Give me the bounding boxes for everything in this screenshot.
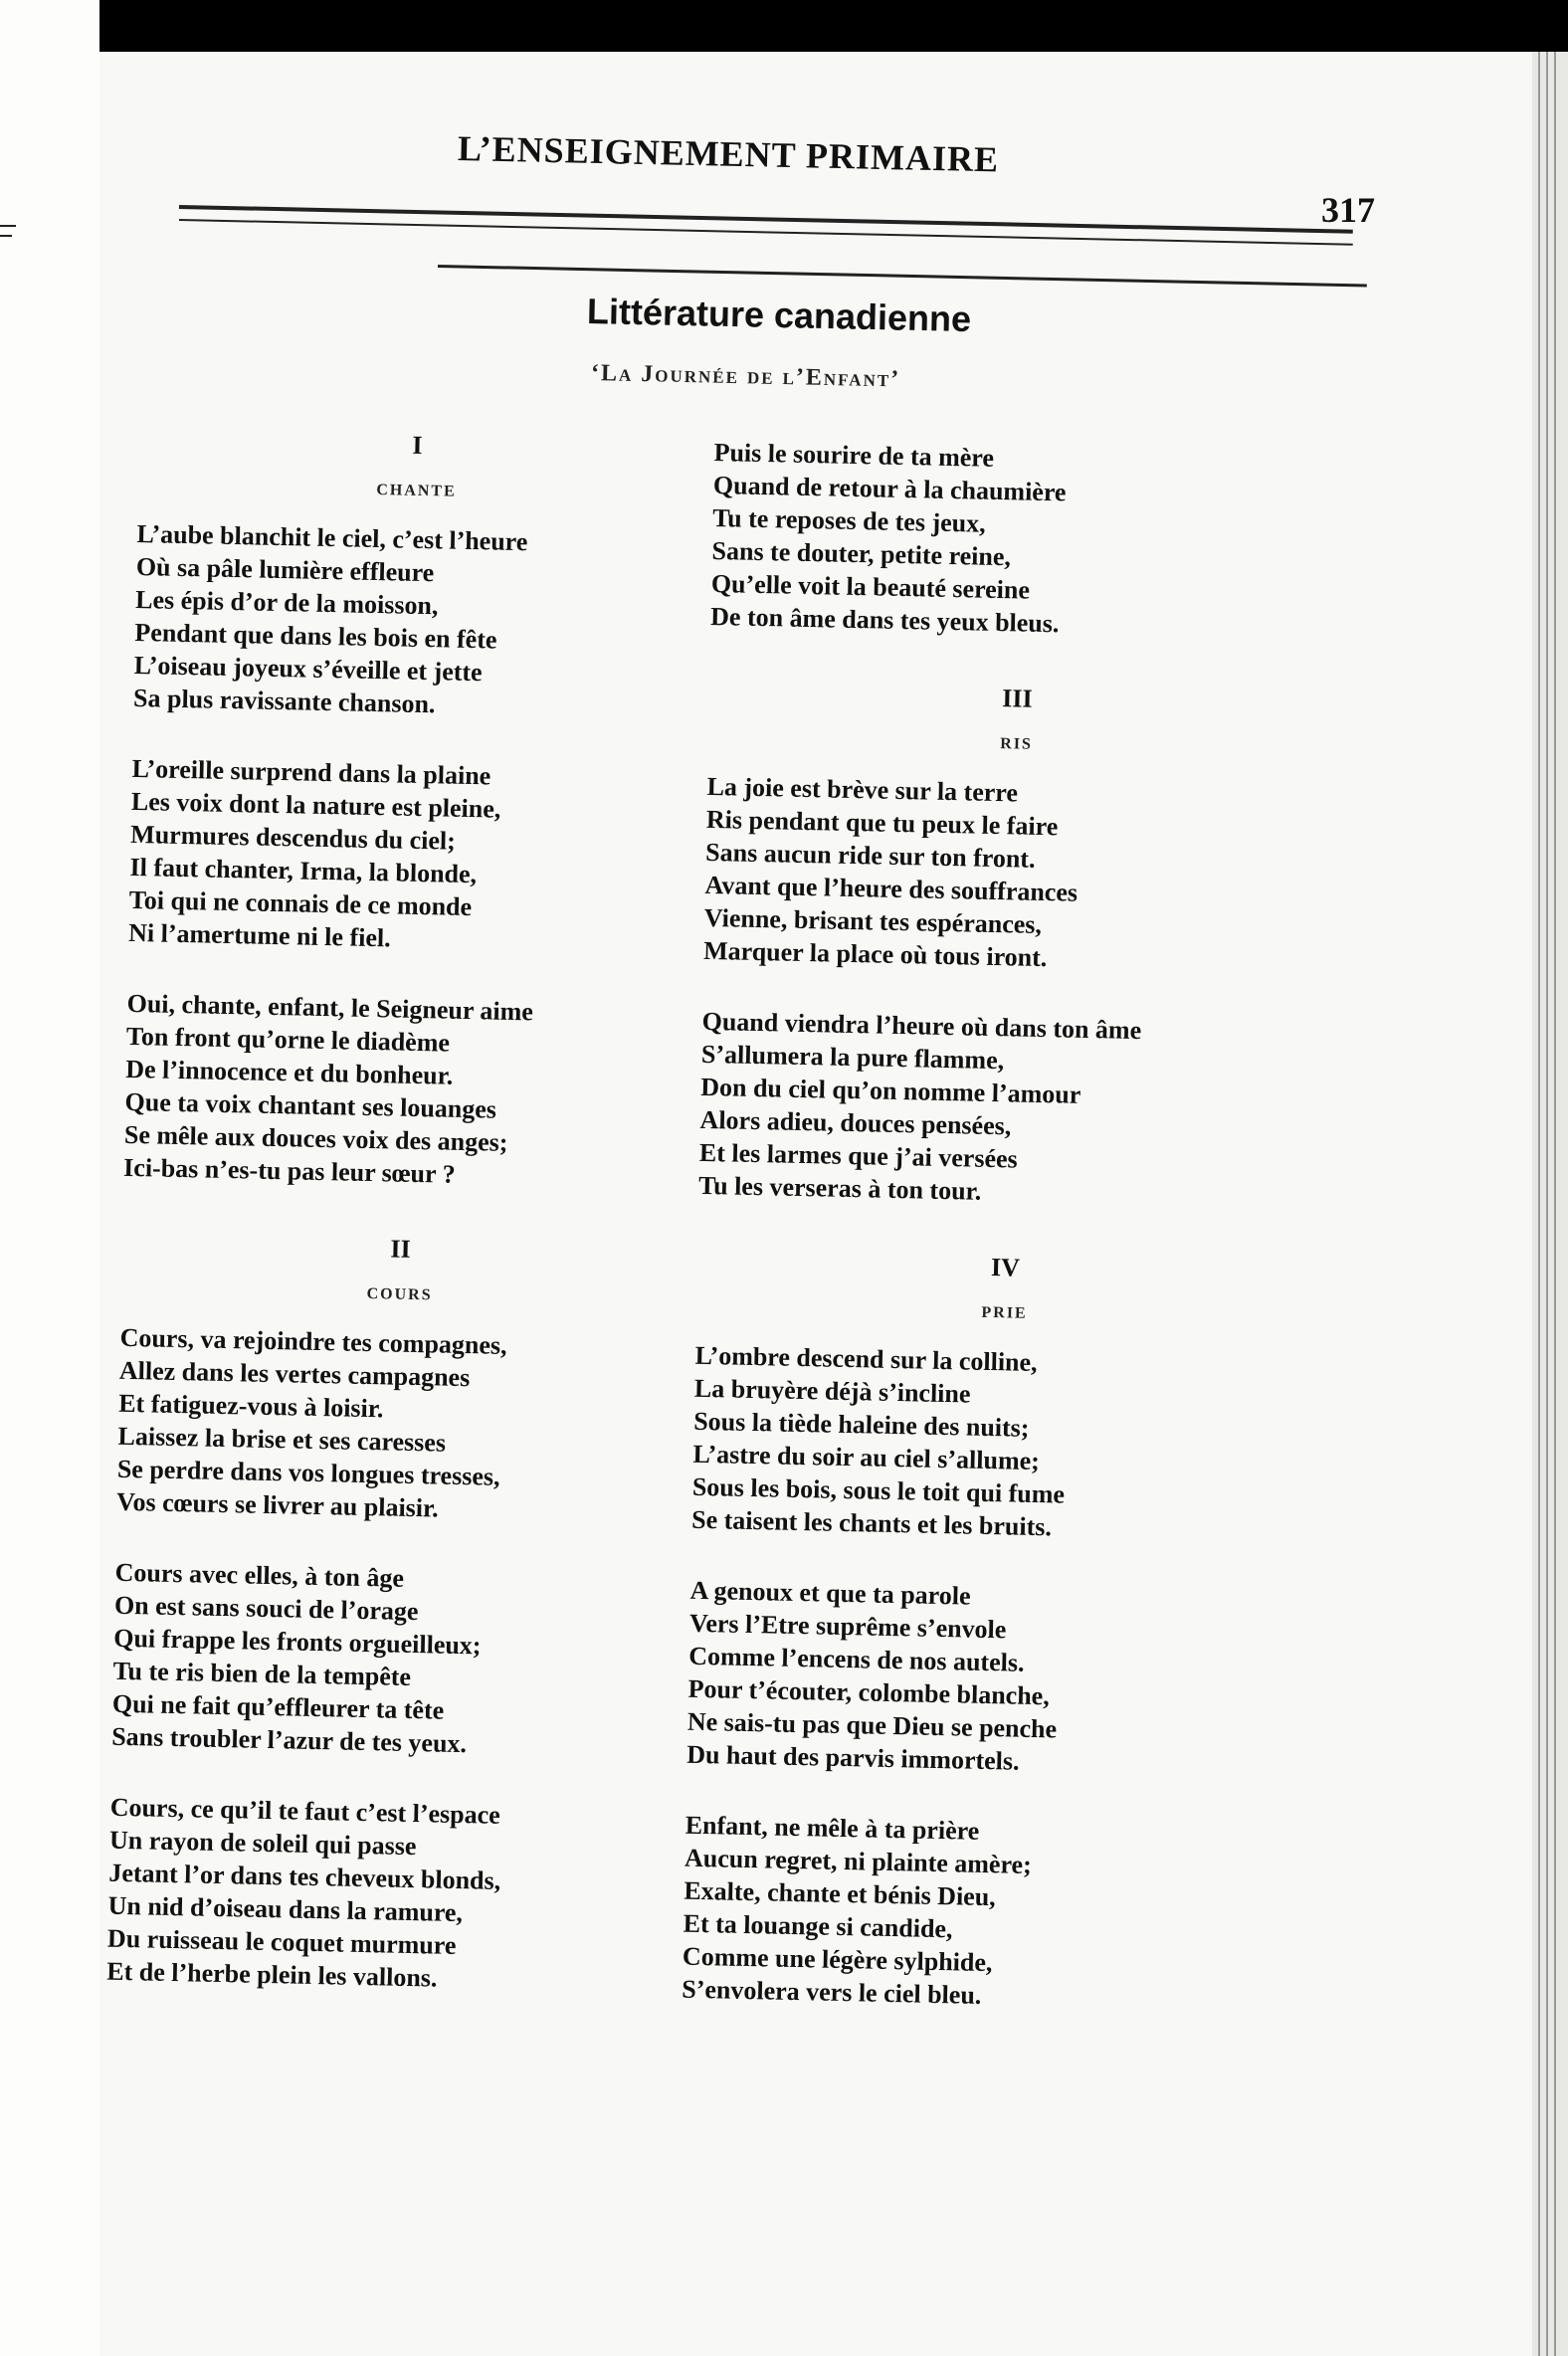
verse-line: De ton âme dans tes yeux bleus. <box>709 601 1060 639</box>
part-title: COURS <box>366 1284 433 1304</box>
verse-line: Sans te douter, petite reine, <box>711 535 1012 572</box>
part-title: CHANTE <box>376 482 457 500</box>
stanza <box>111 1556 673 1765</box>
verse-line: Du ruisseau le coquet murmure <box>106 1923 457 1961</box>
stanza <box>123 987 685 1196</box>
verse-line: Et de l’herbe plein les vallons. <box>105 1956 438 1993</box>
verse-line: Vos cœurs se livrer au plaisir. <box>115 1486 440 1523</box>
stanza <box>686 1574 1307 1784</box>
verse-line: Sans troubler l’azur de tes yeux. <box>110 1721 468 1759</box>
stanza <box>710 436 1331 646</box>
verse-line: Tu te ris bien de la tempête <box>112 1656 412 1691</box>
verse-line: Se perdre dans vos longues tresses, <box>116 1454 500 1491</box>
verse-line: Sans aucun ride sur ton front. <box>704 837 1036 874</box>
verse-line: Cours avec elles, à ton âge <box>114 1557 405 1593</box>
stanza <box>128 752 689 961</box>
verse-line: L’astre du soir au ciel s’allume; <box>692 1439 1041 1476</box>
poem-part-continued <box>710 436 1331 646</box>
verse-line: Cours, ce qu’il te faut c’est l’espace <box>109 1792 501 1830</box>
verse-line: Allez dans les vertes campagnes <box>118 1355 471 1393</box>
verse-line: Un rayon de soleil qui passe <box>108 1825 417 1862</box>
part-numeral: IV <box>990 1253 1021 1282</box>
poem-column-right <box>681 436 1331 2057</box>
verse-line: Ne sais-tu pas que Dieu se penche <box>686 1706 1058 1744</box>
verse-line: Qui ne fait qu’effleurer ta tête <box>111 1688 445 1725</box>
stanza <box>133 517 694 726</box>
poem-part <box>106 1222 680 2000</box>
verse-line: S’envolera vers le ciel bleu. <box>681 1974 982 2010</box>
verse-line: Qui frappe les fronts orgueilleux; <box>113 1623 482 1661</box>
verse-line: Aucun regret, ni plainte amère; <box>684 1843 1033 1879</box>
verse-line: Alors adieu, douces pensées, <box>699 1104 1012 1141</box>
verse-line: Pendant que dans les bois en fête <box>134 617 497 655</box>
verse-line: La joie est brève sur la terre <box>706 771 1019 808</box>
verse-line: Comme l’encens de nos autels. <box>688 1641 1025 1677</box>
verse-line: L’oiseau joyeux s’éveille et jette <box>133 650 483 687</box>
stanza <box>682 1809 1302 2019</box>
verse-line: Il faut chanter, Irma, la blonde, <box>129 852 478 889</box>
poem-column-left <box>105 418 696 2037</box>
verse-line: Quand viendra l’heure où dans ton âme <box>701 1006 1142 1046</box>
part-numeral: I <box>412 430 423 460</box>
verse-line: Puis le sourire de ta mère <box>713 437 995 473</box>
verse-line: On est sans souci de l’orage <box>113 1590 419 1627</box>
verse-line: Laissez la brise et ses caresses <box>117 1421 447 1458</box>
verse-line: Toi qui ne connais de ce monde <box>128 884 473 922</box>
verse-line: Vers l’Etre suprême s’envole <box>688 1608 1007 1645</box>
verse-line: Tu te reposes de tes jeux, <box>711 502 986 538</box>
verse-line: Don du ciel qu’on nomme l’amour <box>699 1072 1081 1109</box>
verse-line: L’ombre descend sur la colline, <box>694 1340 1038 1377</box>
verse-line: Vienne, brisant tes espérances, <box>703 902 1043 939</box>
verse-line: Sa plus ravissante chanson. <box>132 683 436 719</box>
verse-line: Du haut des parvis immortels. <box>686 1739 1020 1776</box>
verse-line: Comme une légère sylphide, <box>682 1941 993 1978</box>
verse-line: Ici-bas n’es-tu pas leur sœur ? <box>122 1152 456 1189</box>
verse-line: Se taisent les chants et les bruits. <box>690 1504 1053 1542</box>
poem-part <box>698 671 1326 1215</box>
running-title: L’ENSEIGNEMENT PRIMAIRE <box>457 128 1000 180</box>
verse-line: Jetant l’or dans tes cheveux blonds, <box>108 1858 501 1895</box>
verse-line: Et fatiguez-vous à loisir. <box>117 1388 384 1424</box>
verse-line: Que ta voix chantant ses louanges <box>124 1086 497 1124</box>
verse-line: Marquer la place où tous iront. <box>702 935 1048 973</box>
verse-line: Où sa pâle lumière effleure <box>135 551 435 588</box>
verse-line: Ton front qu’orne le diadème <box>125 1021 451 1058</box>
section-heading: Littérature canadienne <box>586 291 972 340</box>
verse-line: La bruyère déjà s’incline <box>693 1373 971 1409</box>
poem-title: ‘La Journée de l’Enfant’ <box>590 360 901 393</box>
page-number: 317 <box>1321 190 1375 230</box>
poem-part <box>123 418 696 1196</box>
verse-line: Ni l’amertume ni le fiel. <box>127 917 391 953</box>
stanza <box>691 1339 1312 1549</box>
verse-line: Et les larmes que j’ai versées <box>698 1137 1019 1174</box>
stanza <box>698 1005 1319 1215</box>
verse-line: A genoux et que ta parole <box>689 1575 971 1611</box>
verse-line: Se mêle aux douces voix des anges; <box>123 1119 508 1157</box>
page-fore-edge <box>1532 52 1568 2356</box>
verse-line: Les voix dont la nature est pleine, <box>130 786 501 824</box>
stanza <box>106 1791 668 2000</box>
verse-line: Tu les verseras à ton tour. <box>697 1170 982 1206</box>
facing-page-edge <box>0 0 99 2356</box>
part-title: PRIE <box>981 1303 1028 1322</box>
verse-line: S’allumera la pure flamme, <box>700 1039 1005 1076</box>
verse-line: Ris pendant que tu peux le faire <box>705 804 1059 842</box>
verse-line: Quand de retour à la chaumière <box>712 470 1067 507</box>
verse-line: Un nid d’oiseau dans la ramure, <box>107 1890 464 1928</box>
part-title: RIS <box>1000 735 1034 753</box>
verse-line: Cours, va rejoindre tes compagnes, <box>119 1322 507 1360</box>
part-numeral: III <box>1002 684 1034 713</box>
verse-line: L’aube blanchit le ciel, c’est l’heure <box>136 518 528 557</box>
verse-line: Murmures descendus du ciel; <box>129 819 457 856</box>
verse-line: Avant que l’heure des souffrances <box>704 870 1078 907</box>
verse-line: Et ta louange si candide, <box>683 1908 953 1944</box>
verse-line: Qu’elle voit la beauté sereine <box>710 568 1031 605</box>
verse-line: De l’innocence et du bonheur. <box>124 1054 454 1090</box>
verse-line: Enfant, ne mêle à ta prière <box>685 1810 980 1846</box>
verse-line: Sous la tiède haleine des nuits; <box>692 1406 1030 1443</box>
verse-line: Oui, chante, enfant, le Seigneur aime <box>126 988 534 1027</box>
part-numeral: II <box>390 1234 411 1264</box>
verse-line: Les épis d’or de la moisson, <box>134 584 439 621</box>
verse-line: L’oreille surprend dans la plaine <box>131 753 491 791</box>
verse-line: Sous les bois, sous le toit qui fume <box>691 1472 1066 1509</box>
poem-part <box>682 1240 1314 2019</box>
verse-line: Pour t’écouter, colombe blanche, <box>687 1673 1051 1711</box>
verse-line: Exalte, chante et bénis Dieu, <box>684 1875 997 1912</box>
stanza <box>703 770 1324 980</box>
stanza <box>116 1321 678 1530</box>
